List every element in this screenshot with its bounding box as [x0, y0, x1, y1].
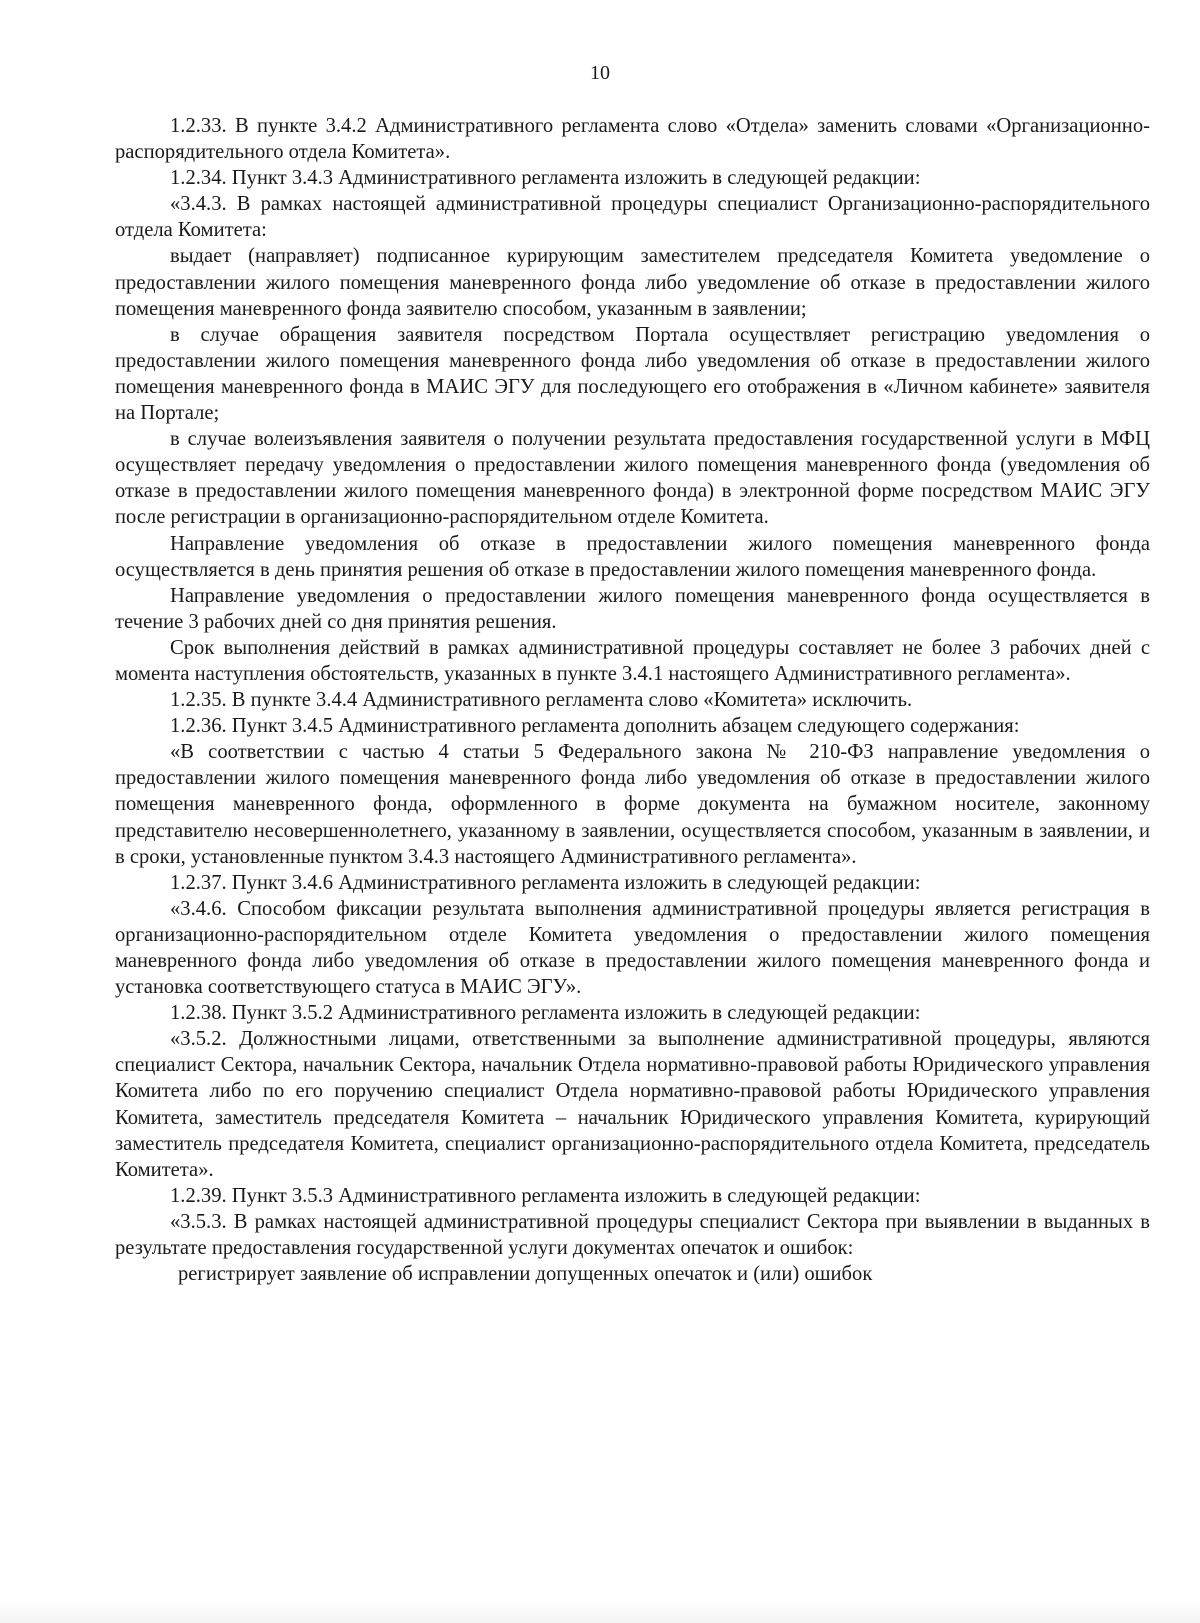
paragraph-1-2-37: 1.2.37. Пункт 3.4.6 Административного регламента изложить в следующей редакции:: [170, 871, 921, 894]
paragraph-1-2-36: 1.2.36. Пункт 3.4.5 Административного регламента дополнить абзацем следующего содержания:: [170, 715, 1020, 738]
paragraph-1-2-35: 1.2.35. В пункте 3.4.4 Административного регламента слово «Комитета» исключить.: [170, 689, 913, 712]
paragraph-grant-notice-timing: Направление уведомления о предоставлении жилого помещения маневренного фонда осуществляется в течение 3 рабочих дней со дня принятия решения.: [115, 584, 1150, 633]
paragraph-1-2-39: 1.2.39. Пункт 3.5.3 Административного регламента изложить в следующей редакции:: [170, 1184, 921, 1207]
paragraph-procedure-deadline: Срок выполнения действий в рамках административной процедуры составляет не более 3 рабочих дней с момента наступления обстоятельств, указанных в пункте 3.4.1 настоящего Административного регламента».: [115, 636, 1150, 685]
paragraph-portal-registration: в случае обращения заявителя посредством Портала осуществляет регистрацию уведомления о предоставлении жилого помещения маневренного фонда либо уведомления об отказе в предоставлении жилого помещения маневренного фонда в МАИС ЭГУ для последующего его отображения в «Личном кабинете» заявителя на Портале;: [115, 323, 1150, 425]
paragraph-3-5-3: «3.5.3. В рамках настоящей административной процедуры специалист Сектора при выявлении в выданных в результате предоставления государственной услуги документах опечаток и ошибок:: [115, 1210, 1150, 1260]
paragraph-mfc-transfer: в случае волеизъявления заявителя о получении результата предоставления государственной услуги в МФЦ осуществляет передачу уведомления о предоставлении жилого помещения маневренного фонда (уведомления об отказе в предоставлении жилого помещения маневренного фонда) в электронной форме посредством МАИС ЭГУ после регистрации в организационно-распорядительном отделе Комитета.: [115, 428, 1150, 529]
paragraph-issues-notice: выдает (направляет) подписанное курирующим заместителем председателя Комитета уведомление о предоставлении жилого помещения маневренного фонда либо уведомление об отказе в предоставлении жилого помещения маневренного фонда заявителю способом, указанным в заявлении;: [115, 245, 1150, 320]
scan-bottom-edge: [0, 1600, 1200, 1623]
paragraph-1-2-34: 1.2.34. Пункт 3.4.3 Административного регламента изложить в следующей редакции:: [170, 167, 921, 190]
paragraph-1-2-38: 1.2.38. Пункт 3.5.2 Административного регламента изложить в следующей редакции:: [170, 1002, 921, 1025]
page-number: 10: [590, 62, 610, 84]
paragraph-3-4-3: «3.4.3. В рамках настоящей административной процедуры специалист Организационно-распорядительного отдела Комитета:: [115, 193, 1150, 242]
paragraph-1-2-33: 1.2.33. В пункте 3.4.2 Административного регламента слово «Отдела» заменить словами «Организационно-распорядительного отдела Комитета».: [115, 115, 1150, 164]
paragraph-registers-application: регистрирует заявление об исправлении допущенных опечаток и (или) ошибок: [178, 1263, 873, 1286]
document-body: [115, 113, 1150, 1287]
paragraph-refusal-notice-timing: Направление уведомления об отказе в предоставлении жилого помещения маневренного фонда осуществляется в день принятия решения об отказе в предоставлении жилого помещения маневренного фонда.: [115, 532, 1150, 581]
paragraph-3-4-6: «3.4.6. Способом фиксации результата выполнения административной процедуры является регистрация в организационно-распорядительном отделе Комитета уведомления о предоставлении жилого помещения маневренного фонда либо уведомления об отказе в предоставлении жилого помещения маневренного фонда и установка соответствующего статуса в МАИС ЭГУ».: [115, 897, 1150, 999]
paragraph-3-5-2: «3.5.2. Должностными лицами, ответственными за выполнение административной процедуры, являются специалист Сектора, начальник Сектора, начальник Отдела нормативно-правовой работы Юридического управления Комитета либо по его поручению специалист Отдела нормативно-правовой работы Юридического управления Комитета, заместитель председателя Комитета – начальник Юридического управления Комитета, курирующий заместитель председателя Комитета, специалист организационно-распорядительного отдела Комитета, председатель Комитета».: [115, 1028, 1150, 1181]
paragraph-federal-law-210: «В соответствии с частью 4 статьи 5 Федерального закона № 210-ФЗ направление уведомления о предоставлении жилого помещения маневренного фонда либо уведомления об отказе в предоставлении жилого помещения маневренного фонда, оформленного в форме документа на бумажном носителе, законному представителю несовершеннолетнего, указанному в заявлении, осуществляется способом, указанным в заявлении, и в сроки, установленные пунктом 3.4.3 настоящего Административного регламента».: [115, 741, 1150, 868]
